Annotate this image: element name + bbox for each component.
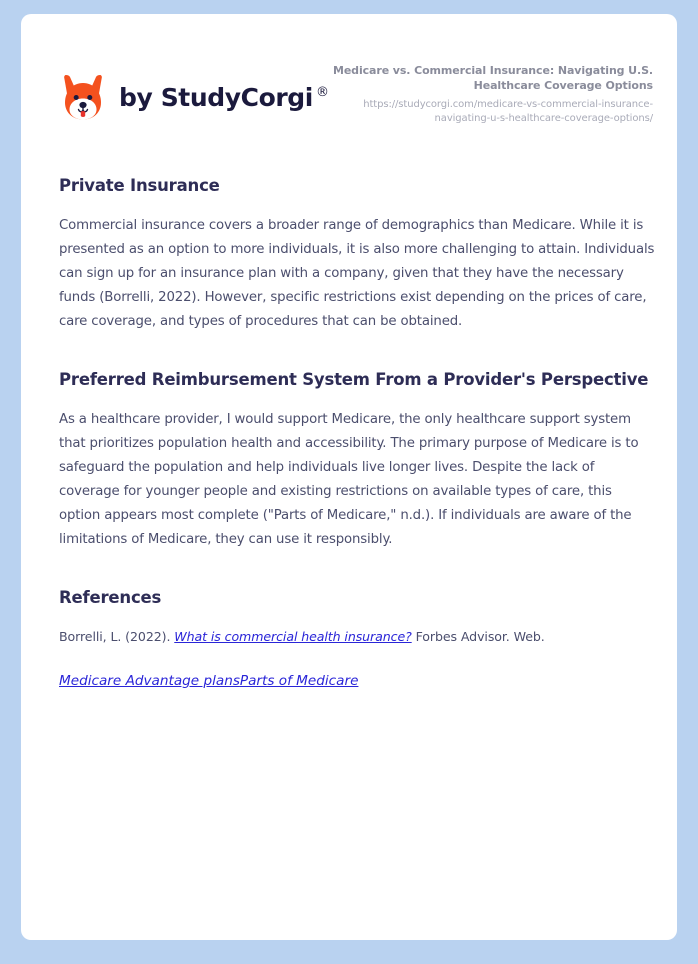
- reference-extra-links: [59, 670, 655, 692]
- section-references: [59, 586, 655, 692]
- registered-trademark-icon: ®: [315, 85, 329, 101]
- reference-source-link[interactable]: What is commercial health insurance?: [174, 629, 412, 644]
- link-medicare-advantage-plans[interactable]: Medicare Advantage plans: [59, 673, 240, 689]
- document-page-card: [21, 14, 677, 940]
- document-content: [59, 174, 655, 692]
- reference-author-year: Borrelli, L. (2022).: [59, 629, 171, 644]
- brand-wordmark: [119, 83, 329, 112]
- header-meta: [313, 64, 653, 125]
- corgi-mascot-icon: [59, 72, 107, 122]
- section-paragraph: Commercial insurance covers a broader range of demographics than Medicare. While it is presented as an option to more individuals, it is also more challenging to attain. Individuals can sign up for an insurance plan with a company, given that they have the necessary funds (Borrelli, 2022). However, specific restrictions exist depending on the prices of care, care coverage, and types of procedures that can be obtained.: [59, 218, 655, 329]
- section-heading: Preferred Reimbursement System From a Provider's Perspective: [59, 370, 649, 389]
- section-heading: Private Insurance: [59, 176, 220, 195]
- document-header: [21, 14, 677, 146]
- brand-lockup: [59, 72, 329, 122]
- link-parts-of-medicare[interactable]: Parts of Medicare: [239, 673, 359, 689]
- section-paragraph: As a healthcare provider, I would support Medicare, the only healthcare support system that prioritizes population health and accessibility. The primary purpose of Medicare is to safeguard the population and help individuals live longer lives. Despite the lack of coverage for younger people and existing restrictions on available types of care, this option appears most complete ("Parts of Medicare," n.d.). If individuals are aware of the limitations of Medicare, they can use it responsibly.: [59, 412, 639, 547]
- document-title: Medicare vs. Commercial Insurance: Navigating U.S. Healthcare Coverage Options: [332, 64, 653, 92]
- reference-publisher: Forbes Advisor. Web.: [415, 629, 545, 644]
- section-preferred-reimbursement: [59, 368, 655, 552]
- document-source-url: https://studycorgi.com/medicare-vs-commercial-insurance-navigating-u-s-healthcare-coverage-options/: [363, 99, 653, 124]
- references-heading: References: [59, 588, 162, 607]
- section-private-insurance: [59, 174, 655, 334]
- brand-wordmark-text: by StudyCorgi: [119, 82, 313, 112]
- reference-entry: [59, 626, 655, 648]
